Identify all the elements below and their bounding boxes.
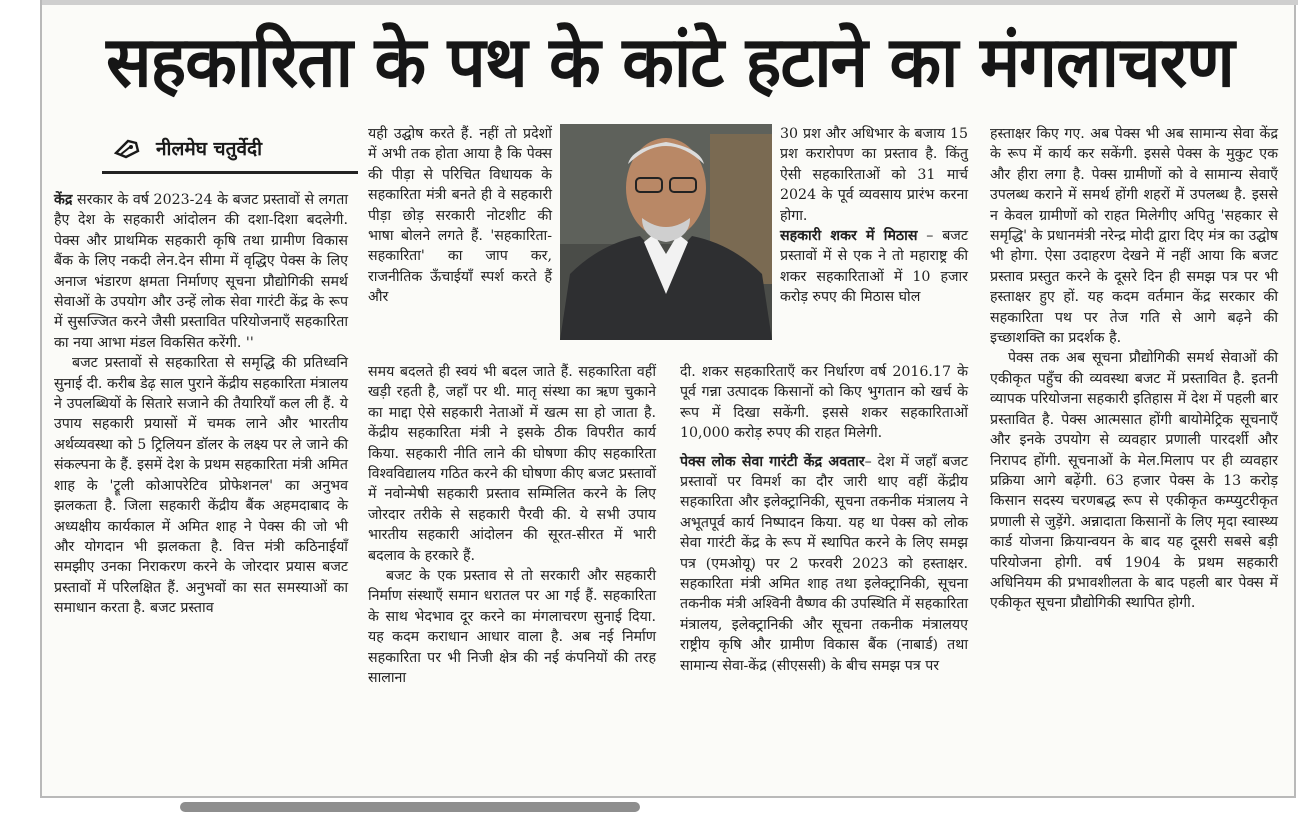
paragraph: बजट प्रस्तावों से सहकारिता से समृद्धि की प्रतिध्वनि सुनाई दी. करीब डेढ़ साल पुराने केंद्रीय सहकारिता मंत्रालय ने उपलब्धियों के सितारे सजाने की तैयारियाँ कल ली हैं. ये उपाय सहकारी प्रयासों में चमक लाने और भारतीय अर्थव्यवस्था को 5 ट्रिलियन डॉलर के लक्ष्य पर ले जाने की संकल्पना के हैं. इसमें देश के प्रथम सहकारिता मंत्री अमित शाह के 'ट्रूली कोआपरेटिव प्रोफेशनल' का अनुभव झलकता है. जिला सहकारी केंद्रीय बैंक अहमदाबाद के अध्यक्षीय कार्यकाल में अमित शाह ने पेक्स की जो भी और योगदान भी झलकता है. वित्त मंत्री कठिनाईयाँ समझीए उनका निराकरण करने के जोरदार प्रयास बजट प्रस्तावों में परिलक्षित हैं. अनुभवों का सत समस्याओं का समाधान करता है. बजट प्रस्ताव xyxy=(54,355,348,617)
portrait-illustration xyxy=(560,124,772,340)
person-portrait-icon xyxy=(560,124,772,340)
subheading: पेक्स लोक सेवा गारंटी केंद्र अवतार xyxy=(680,453,865,470)
column-3-top xyxy=(780,124,968,308)
paragraph: पेक्स तक अब सूचना प्रौद्योगिकी समर्थ सेवाओं की एकीकृत पहुँच की व्यवस्था बजट में प्रस्तावित है. इतनी व्यापक परियोजना सहकारी इतिहास में देश में पहली बार प्रस्तावित है. पेक्स आत्मसात होंगी बायोमेट्रिक सूचनाएँ और इनके उपयोग से व्यवहार प्रणाली पारदर्शी और निरापद होंगी. सूचनाओं के मेल.मिलाप पर ही व्यवहार प्रक्रिया आगे बढ़ेंगी. 63 हजार पेक्स के 13 करोड़ किसान सदस्य चरणबद्ध रूप से एकीकृत कम्प्युटरीकृत प्रणाली से जुड़ेंगे. अन्नादाता किसानों के लिए मृदा स्वास्थ्य कार्ड योजना क्रियान्वयन के बाद यह दूसरी सबसे बड़ी परियोजना होगी. वर्ष 1904 के प्रथम सहकारी अधिनियम की प्रभावशीलता के बाद पहली बार पेक्स में एकीकृत सूचना प्रौद्योगिकी स्थापित होगी. xyxy=(990,350,1278,612)
paragraph xyxy=(780,226,968,308)
column-4 xyxy=(990,124,1278,614)
byline-rule xyxy=(102,171,358,174)
column-1 xyxy=(54,190,348,619)
column-2-top xyxy=(368,124,552,308)
pen-nib-icon xyxy=(114,137,142,159)
headline: सहकारिता के पथ के कांटे हटाने का मंगलाचरण xyxy=(106,21,1234,103)
drop-lead-word: केंद्र xyxy=(54,192,73,208)
subheading: सहकारी शकर में मिठास xyxy=(780,228,918,245)
paragraph-text: – देश में जहाँ बजट प्रस्तावों पर विमर्श का दौर जारी थाए वहीं केंद्रीय सहकारिता और इलेक्ट्रानिकी, सूचना तकनीक मंत्रालय ने अभूतपूर्व कार्य निष्पादन किया. यह था पेक्स को लोक सेवा गारंटी केंद्र के रूप में स्थापित करने के लिए समझ पत्र (एमओयू) पर 2 फरवरी 2023 को हस्ताक्षर. सहकारिता मंत्री अमित शाह तथा इलेक्ट्रानिकी, सूचना तकनीक मंत्री अश्विनी वैष्णव की उपस्थिति में सहकारिता मंत्रालय, इलेक्ट्रानिकी और सूचना तकनीक मंत्रालयए राष्ट्रीय कृषि और ग्रामीण विकास बैंक (नाबार्ड) तथा सामान्य सेवा-केंद्र (सीएससी) के बीच समझ पत्र पर xyxy=(680,453,968,674)
column-2-bottom xyxy=(368,362,656,689)
column-3-bottom xyxy=(680,362,968,676)
paragraph: यही उद्घोष करते हैं. नहीं तो प्रदेशों में अभी तक होता आया है कि पेक्स की पीड़ा से परिचित विधायक के सहकारिता मंत्री बनते ही वे सहकारी पीड़ा छोड़ सरकारी नोटशीट की भाषा बोलने लगते हैं. 'सहकारिता-सहकारिता' का जाप कर, राजनीतिक ऊँचाईयाँ स्पर्श करते हैं और xyxy=(368,126,552,306)
author-name: नीलमेघ चतुर्वेदी xyxy=(156,138,263,160)
paragraph xyxy=(54,190,348,353)
byline xyxy=(114,130,344,166)
scrollbar-thumb[interactable] xyxy=(180,802,640,812)
newspaper-clipping xyxy=(40,0,1296,798)
paragraph: समय बदलते ही स्वयं भी बदल जाते हैं. सहकारिता वहीं खड़ी रहती है, जहाँ पर थी. मातृ संस्था का ऋण चुकाने का माद्दा ऐसे सहकारी नेताओं में खत्म सा हो जाता है. केंद्रीय सहकारिता मंत्री ने इसके ठीक विपरीत कार्य किया. सहकारी नीति लाने की घोषणा कीए सहकारिता विश्वविद्यालय गठित करने की घोषणा कीए बजट प्रस्तावों में नवोन्मेषी सहकारी प्रस्ताव सम्मिलित करने के लिए जोरदार तरीके से सहकारी पैरवी की. ये सभी उपाय भारतीय सहकारी आंदोलन की सूरत-सीरत में भारी बदलाव के हरकारे हैं. xyxy=(368,364,656,564)
paragraph-text: – बजट प्रस्तावों में से एक ने तो महाराष्ट्र की शकर सहकारिताओं में 10 हजार करोड़ रुपए की मिठास घोल xyxy=(780,228,968,306)
paragraph: बजट के एक प्रस्ताव से तो सरकारी और सहकारी निर्माण संस्थाएँ समान धरातल पर आ गई हैं. सहकारिता के साथ भेदभाव दूर करने का मंगलाचरण सुनाई दिया. यह कदम कराधान आधार वाला है. अब नई निर्माण सहकारिता पर भी निजी क्षेत्र की नई कंपनियों की तरह सालाना xyxy=(368,568,656,687)
paragraph: हस्ताक्षर किए गए. अब पेक्स भी अब सामान्य सेवा केंद्र के रूप में कार्य कर सकेंगी. इससे पेक्स के मुकुट एक और हीरा लगा है. पेक्स ग्रामीणों को वे सामान्य सेवाएँ उपलब्ध कराने में समर्थ होंगी शहरों में उपलब्ध है. इससे न केवल ग्रामीणों को राहत मिलेगीए अपितु 'सहकार से समृद्धि' के प्रधानमंत्री नरेन्द्र मोदी द्वारा दिए मंत्र का उद्घोष भी होगा. ऐसा उदाहरण देखने में नहीं आया कि बजट प्रस्ताव प्रस्तुत करने के दूसरे दिन ही समझ पत्र पर भी हस्ताक्षर हुए हों. यह कदम वर्तमान केंद्र सरकार की सहकारिता पथ पर तेज गति से आगे बढ़ने की इच्छाशक्ति का प्रदर्शक है. xyxy=(990,126,1278,347)
paragraph xyxy=(680,452,968,676)
paragraph: दी. शकर सहकारिताएँ कर निर्धारण वर्ष 2016.17 के पूर्व गन्ना उत्पादक किसानों को किए भुगतान को खर्च के रूप में दिखा सकेंगी. इससे शकर सहकारिताओं 10,000 करोड़ रुपए की राहत मिलेगी. xyxy=(680,364,968,442)
top-border xyxy=(42,0,1298,5)
paragraph-text: सरकार के वर्ष 2023-24 के बजट प्रस्तावों से लगता हैए देश के सहकारी आंदोलन की दशा-दिशा बदलेगी. पेक्स और प्राथमिक सहकारी कृषि तथा ग्रामीण विकास बैंक के लिए नकदी लेन.देन सीमा में वृद्धिए पेक्स के लिए अनाज भंडारण क्षमता निर्माणए सूचना प्रौद्योगिकी समर्थ सेवाओं के उपयोग और उन्हें लोक सेवा गारंटी केंद्र के रूप में सुसज्जित करने जैसी प्रस्तावित परियोजनाएँ सहकारिता का नया आभा मंडल विकसित करेंगी. '' xyxy=(54,192,348,351)
paragraph: 30 प्रश और अधिभार के बजाय 15 प्रश करारोपण का प्रस्ताव है. किंतु ऐसी सहकारिताओं को 31 मार्च 2024 के पूर्व व्यवसाय प्रारंभ करना होगा. xyxy=(780,126,968,224)
